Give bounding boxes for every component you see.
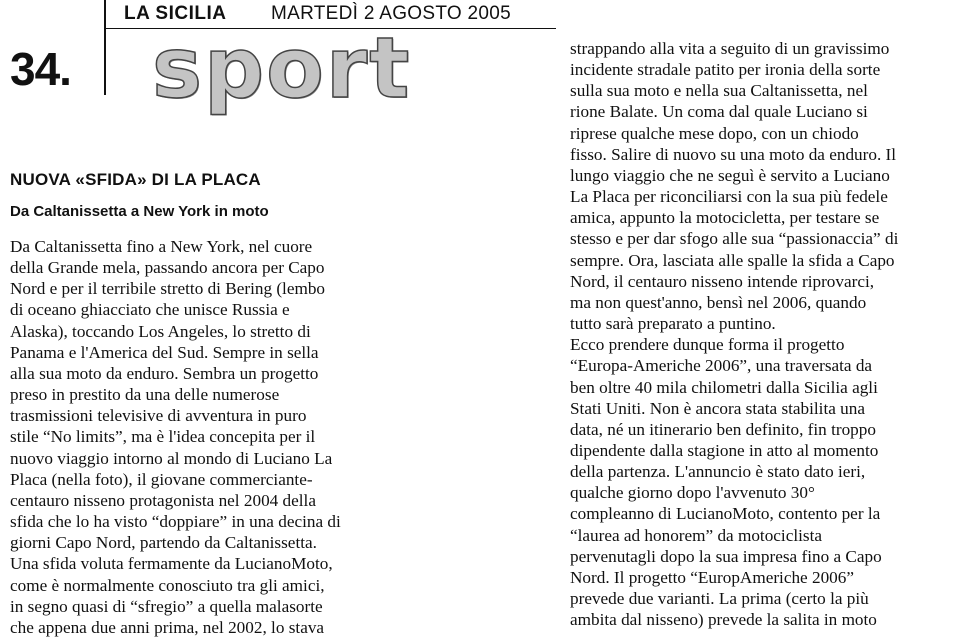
text-line: amica, appunto la motocicletta, per testare se bbox=[570, 208, 880, 228]
text-line: sempre. Ora, lasciata alle spalle la sfida a Capo bbox=[570, 250, 895, 270]
text-line: Ecco prendere dunque forma il progetto bbox=[570, 335, 845, 355]
text-line: ambita dal nisseno) prevede la salita in moto bbox=[570, 610, 877, 630]
text-line: Una sfida voluta fermamente da LucianoMoto, bbox=[10, 554, 333, 574]
text-line: Nord e per il terribile stretto di Bering (lembo bbox=[10, 279, 326, 299]
page-number: 34. bbox=[10, 43, 71, 95]
text-line: Alaska), toccando Los Angeles, lo stretto di bbox=[10, 321, 311, 341]
article-column-right bbox=[570, 38, 898, 630]
text-line: Nord, il centauro nisseno intende riprovarci, bbox=[570, 271, 875, 291]
text-line: fisso. Salire di nuovo su una moto da enduro. Il bbox=[570, 144, 897, 164]
text-line: “Europa-Americhe 2006”, una traversata da bbox=[570, 356, 873, 376]
text-line: che appena due anni prima, nel 2002, lo stava bbox=[10, 617, 325, 637]
text-line: della Grande mela, passando ancora per Capo bbox=[10, 258, 325, 278]
text-line: prevede due varianti. La prima (certo la più bbox=[570, 589, 869, 609]
text-line: di oceano ghiacciato che unisce Russia e bbox=[10, 300, 290, 320]
text-line: giorni Capo Nord, partendo da Caltanissetta. bbox=[10, 533, 317, 553]
text-line: qualche giorno dopo l'avvenuto 30° bbox=[570, 483, 815, 503]
newspaper-name: LA SICILIA bbox=[124, 3, 227, 24]
text-line: incidente stradale patito per ironia della sorte bbox=[570, 60, 881, 80]
text-line: tutto sarà preparato a puntino. bbox=[570, 314, 776, 334]
text-line: alla sua moto da enduro. Sembra un progetto bbox=[10, 363, 319, 383]
text-line: Panama e l'America del Sud. Sempre in sella bbox=[10, 342, 319, 362]
text-line: pervenutagli dopo la sua impresa fino a Capo bbox=[570, 546, 882, 566]
text-line: riprese qualche mese dopo, con un chiodo bbox=[570, 123, 859, 143]
text-line: sulla sua moto e nella sua Caltanissetta, nel bbox=[570, 81, 868, 101]
text-line: dipendente dalla stagione in atto al momento bbox=[570, 440, 879, 460]
article-subheadline: Da Caltanissetta a New York in moto bbox=[10, 203, 269, 220]
text-line: strappando alla vita a seguito di un gravissimo bbox=[570, 39, 890, 58]
text-line: stesso e per dar sfogo alle sua “passionaccia” di bbox=[570, 229, 899, 249]
text-line: come è normalmente conosciuto tra gli amici, bbox=[10, 575, 325, 595]
text-line: Da Caltanissetta fino a New York, nel cuore bbox=[10, 237, 313, 256]
text-line: preso in prestito da una delle numerose bbox=[10, 385, 280, 405]
text-line: in segno quasi di “sfregio” a quella malasorte bbox=[10, 596, 323, 616]
text-line: data, né un itinerario ben definito, fin troppo bbox=[570, 419, 876, 439]
publication-date: MARTEDÌ 2 AGOSTO 2005 bbox=[271, 3, 512, 24]
text-line: stile “No limits”, ma è l'idea concepita per il bbox=[10, 427, 316, 447]
text-line: ben oltre 40 mila chilometri dalla Sicilia agli bbox=[570, 377, 878, 397]
text-line: rione Balate. Un coma dal quale Luciano si bbox=[570, 102, 868, 122]
text-line: centauro nisseno protagonista nel 2004 della bbox=[10, 490, 316, 510]
text-line: compleanno di LucianoMoto, contento per la bbox=[570, 504, 881, 524]
text-line: Stati Uniti. Non è ancora stata stabilita una bbox=[570, 398, 865, 418]
text-line: sfida che lo ha visto “doppiare” in una decina di bbox=[10, 512, 341, 532]
article-column-left bbox=[10, 236, 341, 638]
text-line: ma non quest'anno, bensì nel 2006, quando bbox=[570, 292, 867, 312]
text-line: Placa (nella foto), il giovane commerciante- bbox=[10, 469, 313, 489]
text-line: trasmissioni televisive di avventura in puro bbox=[10, 406, 307, 426]
text-line: La Placa per riconciliarsi con la sua più fedele bbox=[570, 187, 888, 207]
section-title: sport bbox=[152, 19, 412, 117]
text-line: della partenza. L'annuncio è stato dato ieri, bbox=[570, 462, 866, 482]
text-line: lungo viaggio che ne seguì è servito a Luciano bbox=[570, 165, 890, 185]
article-headline: NUOVA «SFIDA» DI LA PLACA bbox=[10, 170, 261, 189]
text-line: “laurea ad honorem” da motociclista bbox=[570, 525, 822, 545]
text-line: nuovo viaggio intorno al mondo di Luciano La bbox=[10, 448, 333, 468]
text-line: Nord. Il progetto “EuropAmeriche 2006” bbox=[570, 567, 854, 587]
masthead-vertical-rule bbox=[104, 0, 106, 95]
